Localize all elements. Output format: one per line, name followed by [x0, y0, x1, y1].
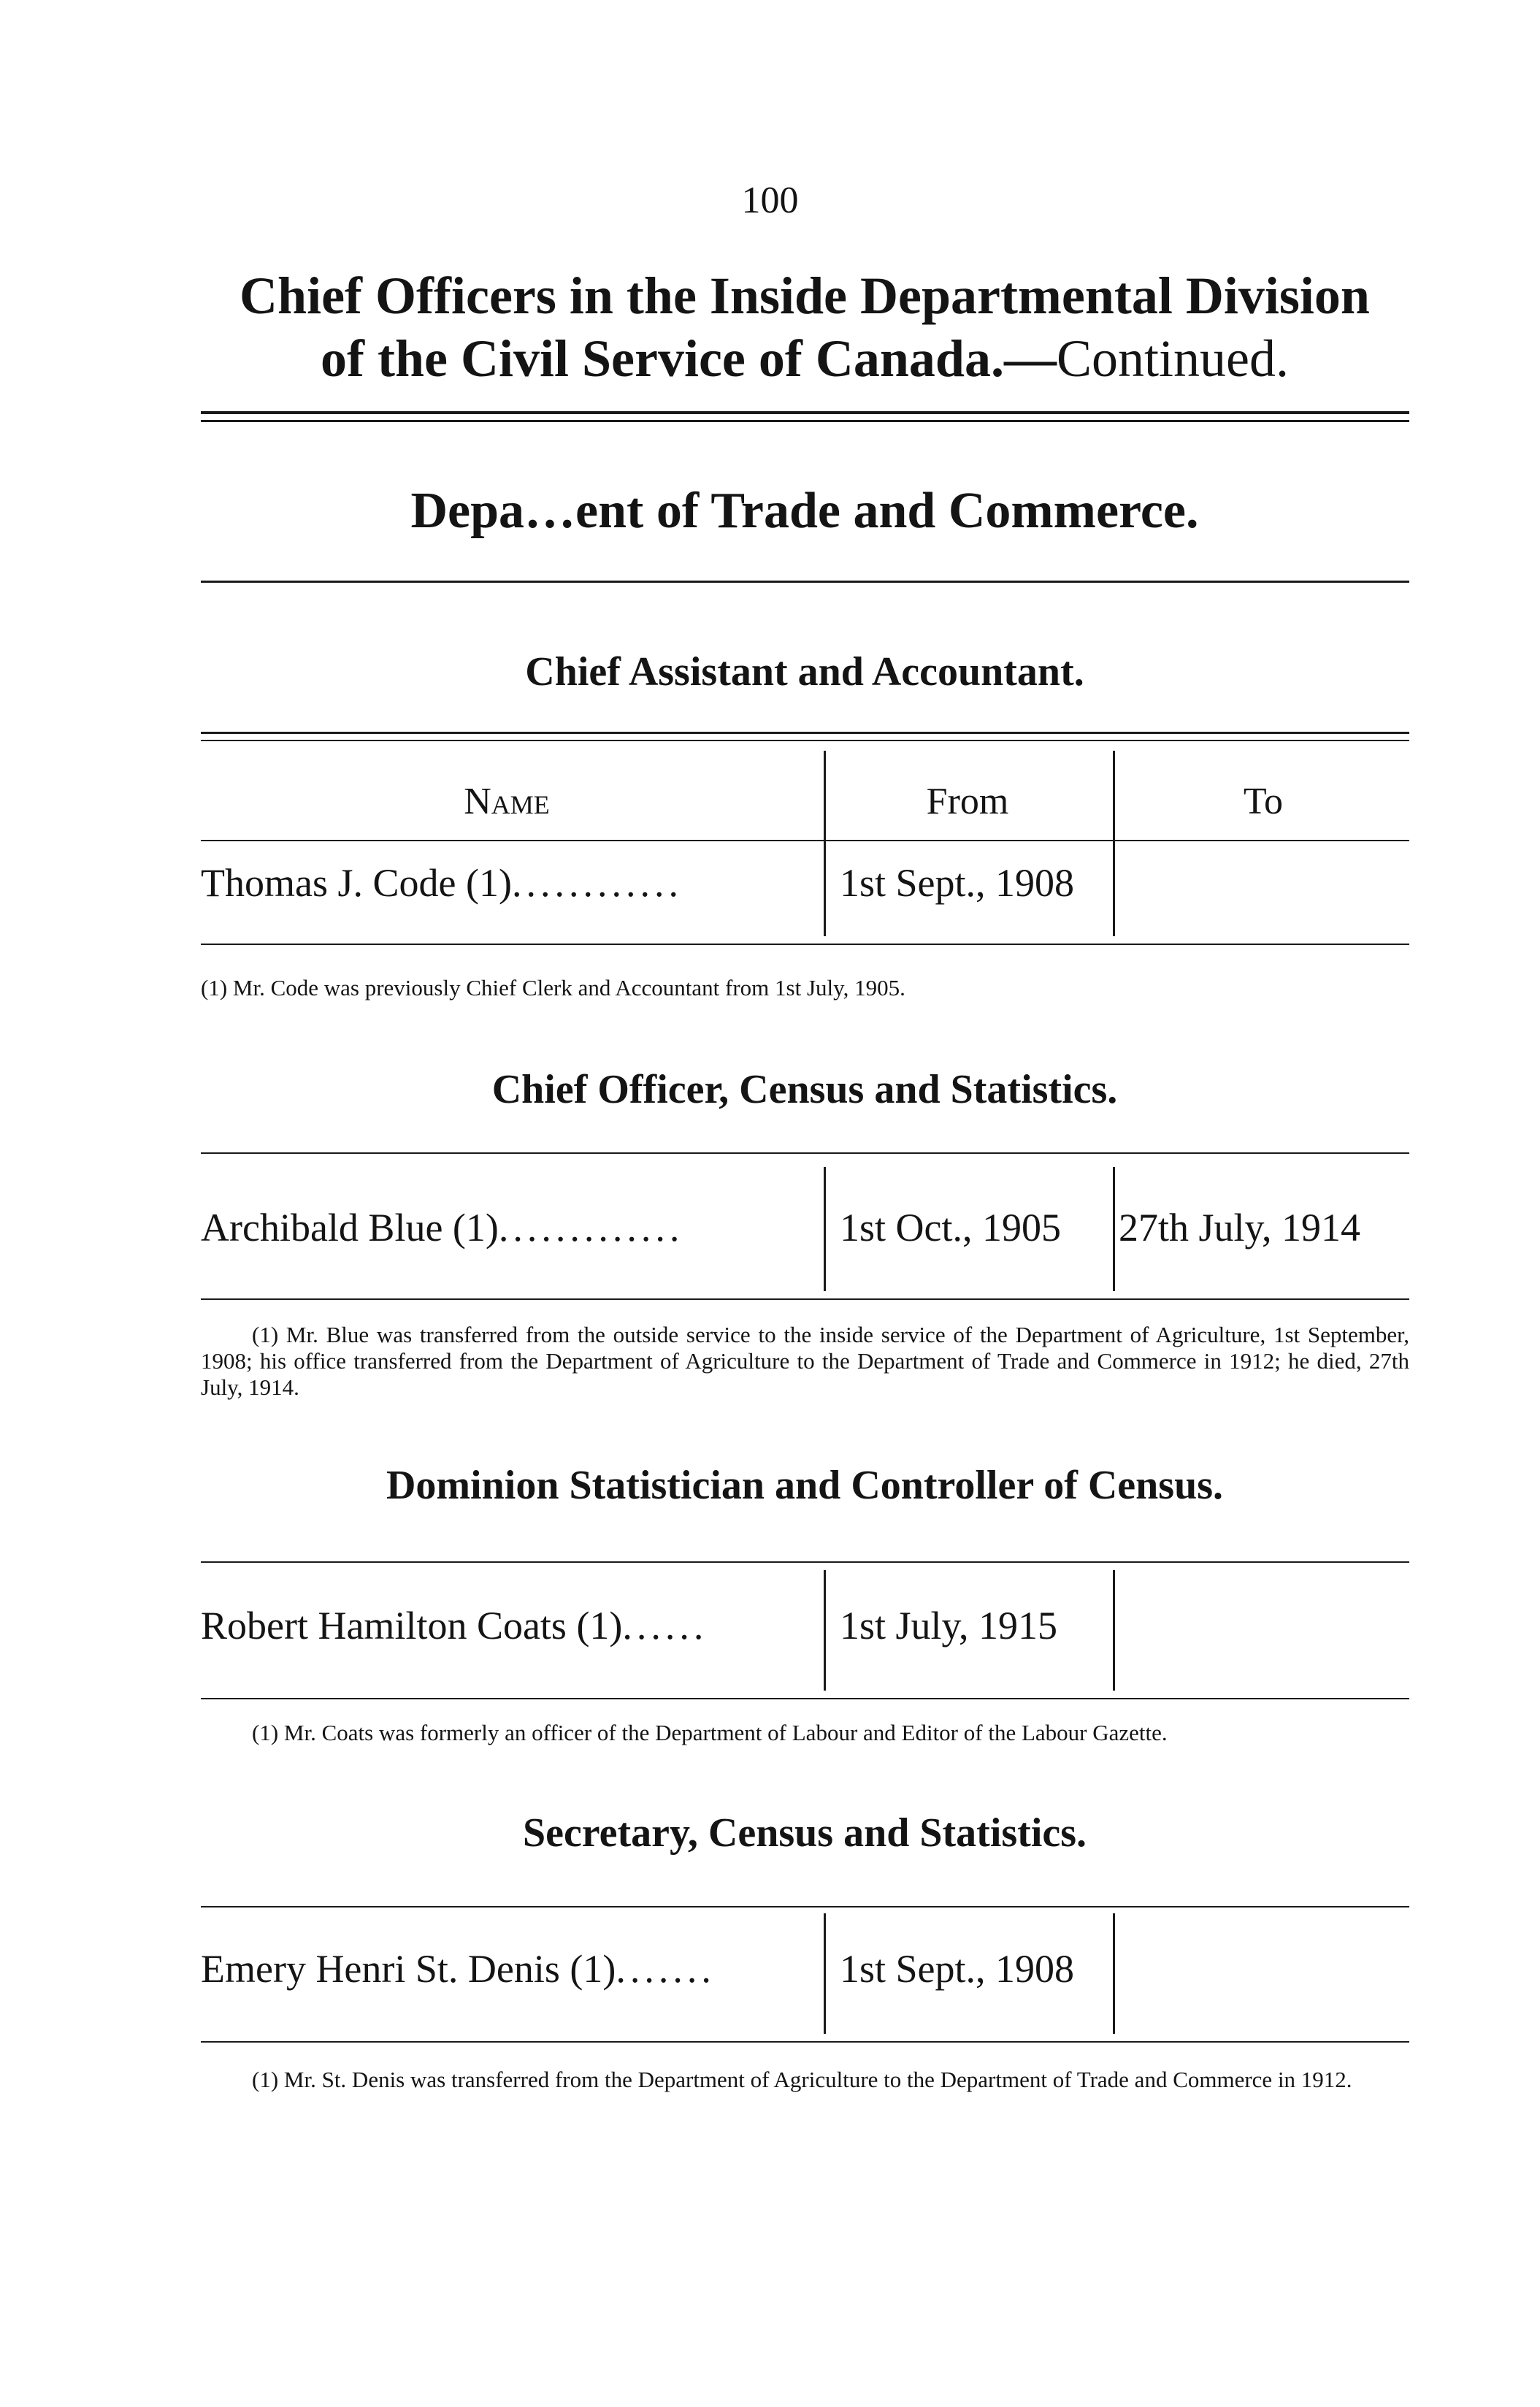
officer-name-blue	[201, 1205, 683, 1250]
page-title-continued: Continued.	[1056, 329, 1289, 388]
footnote-code: (1) Mr. Code was previously Chief Clerk and Accountant from 1st July, 1905.	[201, 975, 905, 1000]
column-divider	[824, 1167, 826, 1291]
table-top-rule	[201, 1561, 1409, 1563]
officer-name: Robert Hamilton Coats (1)	[201, 1604, 623, 1648]
column-divider	[1113, 1167, 1115, 1291]
footnote-st-denis: (1) Mr. St. Denis was transferred from the Department of Agriculture to the Department of Trade and Commerce in 1912.	[252, 2067, 1352, 2092]
dot-leader: .............	[498, 1206, 684, 1250]
column-divider	[1113, 751, 1115, 936]
column-divider	[824, 751, 826, 936]
column-header-name: Name	[464, 781, 550, 822]
department-rule	[201, 581, 1409, 583]
officer-name-coats	[201, 1603, 708, 1648]
from-date: 1st Sept., 1908	[840, 1947, 1075, 1991]
column-divider	[824, 1913, 826, 2034]
footnote-coats: (1) Mr. Coats was formerly an officer of the Department of Labour and Editor of the Labour Gazette.	[252, 1720, 1168, 1745]
from-date: 1st Sept., 1908	[840, 861, 1075, 905]
officer-name: Thomas J. Code (1)	[201, 861, 512, 905]
section-heading-dominion-statistician: Dominion Statistician and Controller of Census.	[386, 1463, 1224, 1508]
column-header-from: From	[926, 781, 1009, 822]
table-top-rule	[201, 1906, 1409, 1907]
header-rule	[201, 840, 1409, 841]
column-divider	[824, 1570, 826, 1691]
dot-leader: ............	[511, 861, 683, 905]
section-heading-secretary: Secretary, Census and Statistics.	[522, 1810, 1087, 1856]
table-top-rule-2	[201, 740, 1409, 741]
column-divider	[1113, 1913, 1115, 2034]
table-bottom-rule	[201, 1298, 1409, 1300]
page-title-line-2-main: of the Civil Service of Canada.—	[321, 329, 1057, 388]
dot-leader: ......	[622, 1604, 708, 1648]
page-title-line-2	[199, 327, 1411, 390]
from-date: 1st Oct., 1905	[840, 1206, 1061, 1250]
table-bottom-rule	[201, 1698, 1409, 1699]
section-heading-chief-assistant: Chief Assistant and Accountant.	[525, 649, 1084, 694]
table-bottom-rule	[201, 2041, 1409, 2043]
dot-leader: .......	[616, 1947, 716, 1991]
title-double-rule-bottom	[201, 420, 1409, 422]
to-date: 27th July, 1914	[1119, 1206, 1361, 1250]
section-heading-census-officer: Chief Officer, Census and Statistics.	[491, 1067, 1118, 1112]
footnote-blue: (1) Mr. Blue was transferred from the outside service to the inside service of the Department of Agriculture, 1st September, 1908; his office transferred from the Department of Agriculture to the Department of Trade and Commerce in 1912; he died, 27th July, 1914.	[201, 1322, 1409, 1400]
table-top-rule-1	[201, 732, 1409, 734]
table-bottom-rule	[201, 944, 1409, 945]
page-title-line-1: Chief Officers in the Inside Departmental Division	[240, 267, 1370, 325]
from-date: 1st July, 1915	[840, 1604, 1058, 1648]
officer-name-code	[201, 860, 683, 906]
title-double-rule-top	[201, 411, 1409, 414]
column-divider	[1113, 1570, 1115, 1691]
table-top-rule	[201, 1152, 1409, 1154]
column-header-to: To	[1243, 781, 1284, 822]
department-heading: Depa…ent of Trade and Commerce.	[410, 483, 1199, 539]
page-number: 100	[741, 180, 799, 221]
officer-name: Archibald Blue (1)	[201, 1206, 499, 1250]
officer-name-st-denis	[201, 1946, 716, 1991]
officer-name: Emery Henri St. Denis (1)	[201, 1947, 616, 1991]
